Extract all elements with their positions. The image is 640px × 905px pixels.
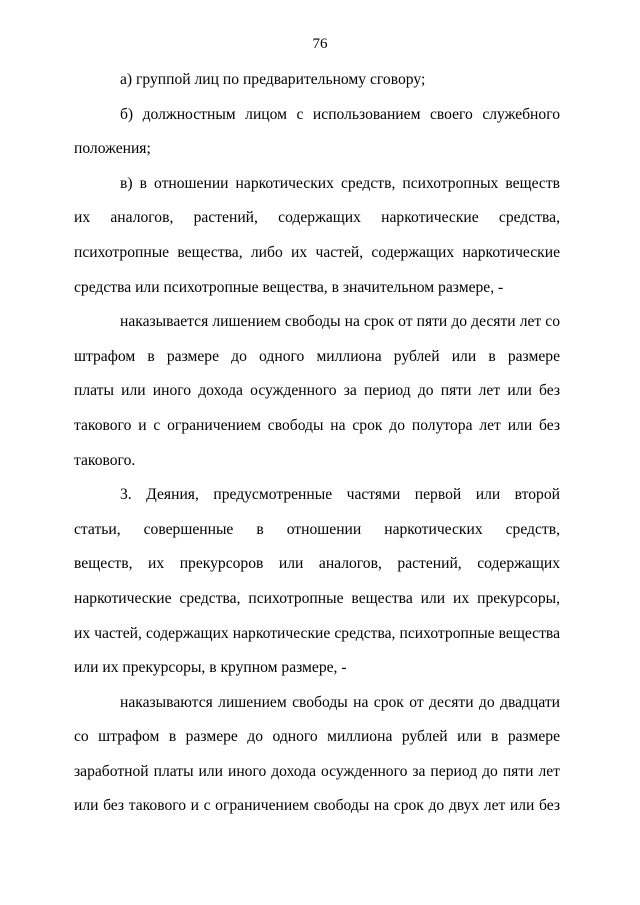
- text-line: а) группой лиц по предварительному сговору;: [120, 71, 426, 88]
- page-number: 76: [312, 36, 328, 52]
- text-line: или без такового и с ограничением свободы на срок до двух лет или без: [74, 797, 560, 815]
- text-line: веществ, их прекурсоров или аналогов, растений, содержащих: [74, 555, 560, 573]
- text-line: наказывается лишением свободы на срок от пяти до десяти лет со: [120, 313, 560, 331]
- text-line: статьи, совершенные в отношении наркотических средств,: [74, 520, 560, 538]
- text-line: их аналогов, растений, содержащих наркотические средства,: [74, 209, 560, 227]
- text-line: такового.: [74, 451, 136, 469]
- text-line: средства или психотропные вещества, в значительном размере, -: [74, 278, 504, 296]
- text-line: платы или иного дохода осужденного за период до пяти лет или без: [74, 382, 560, 400]
- text-line: заработной платы или иного дохода осужденного за период до пяти лет: [74, 762, 560, 780]
- document-body: [74, 63, 560, 824]
- text-line: наказываются лишением свободы на срок от десяти до двадцати: [120, 693, 560, 711]
- text-line: б) должностным лицом с использованием своего служебного: [120, 105, 560, 123]
- text-line: психотропные вещества, либо их частей, содержащих наркотические: [74, 243, 560, 261]
- text-line: со штрафом в размере до одного миллиона рублей или в размере: [74, 728, 560, 746]
- text-line: или их прекурсоры, в крупном размере, -: [74, 659, 347, 677]
- text-line: 3. Деяния, предусмотренные частями первой или второй: [120, 486, 560, 504]
- text-line: штрафом в размере до одного миллиона рублей или в размере: [74, 347, 560, 365]
- text-line: такового и с ограничением свободы на срок до полутора лет или без: [74, 416, 560, 434]
- text-line: в) в отношении наркотических средств, психотропных веществ: [120, 174, 560, 192]
- text-line: наркотические средства, психотропные вещества или их прекурсоры,: [74, 589, 560, 607]
- text-line: их частей, содержащих наркотические средства, психотропные вещества: [74, 624, 560, 642]
- text-line: положения;: [74, 140, 151, 158]
